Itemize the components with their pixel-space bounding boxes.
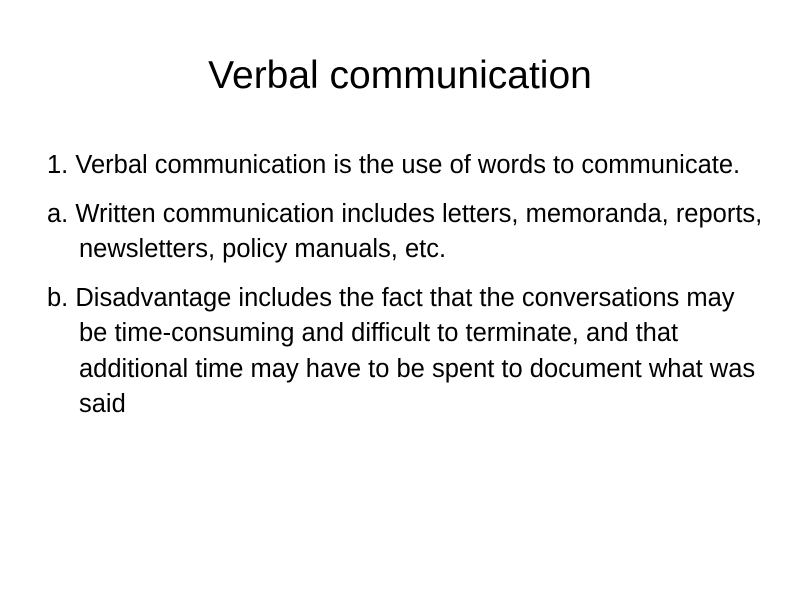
bullet-list bbox=[47, 148, 767, 436]
bullet-item-b bbox=[47, 281, 767, 423]
bullet-text: Disadvantage includes the fact that the conversations may be time-consuming and difficult to terminate, and that additional time may have to be spent to document what was said bbox=[75, 283, 756, 418]
bullet-text: Written communication includes letters, memoranda, reports, newsletters, policy manuals, etc. bbox=[75, 199, 763, 263]
bullet-marker: 1. bbox=[47, 151, 69, 179]
bullet-text: Verbal communication is the use of words to communicate. bbox=[75, 151, 741, 179]
bullet-item-a bbox=[47, 197, 767, 268]
slide-title: Verbal communication bbox=[208, 54, 592, 97]
bullet-marker: a. bbox=[47, 199, 69, 228]
bullet-item-1 bbox=[47, 148, 767, 184]
bullet-marker: b. bbox=[47, 283, 69, 312]
